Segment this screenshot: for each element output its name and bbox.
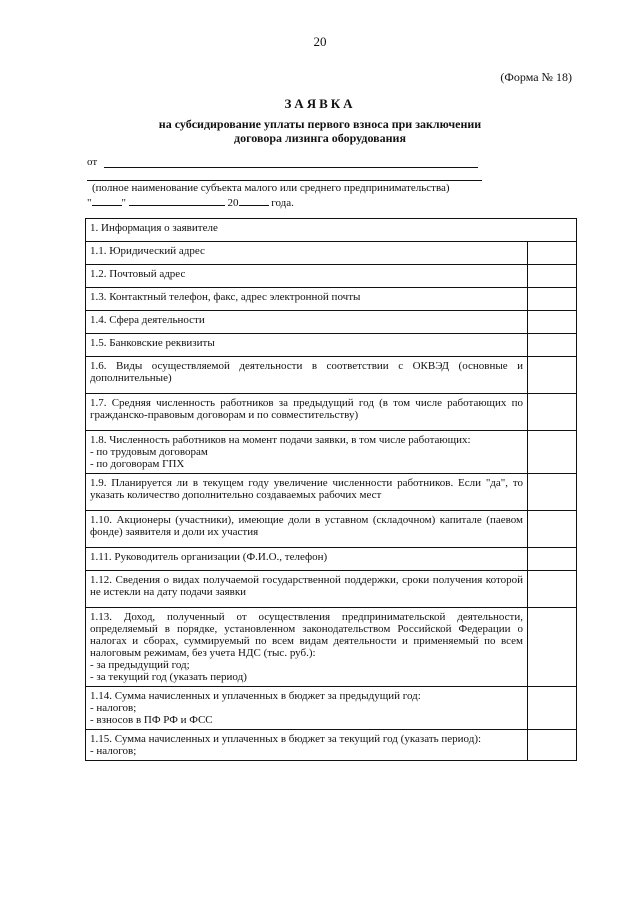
year-field[interactable]: [239, 196, 269, 206]
subtitle-line-1: на субсидирование уплаты первого взноса при заключении: [158, 117, 482, 131]
page-number: 20: [313, 34, 327, 49]
table-row: [86, 357, 577, 394]
row-value[interactable]: [528, 474, 577, 511]
applicant-name-field[interactable]: [104, 167, 478, 168]
row-value[interactable]: [528, 687, 577, 730]
row-value[interactable]: [528, 242, 577, 265]
row-value[interactable]: [528, 511, 577, 548]
table-row: [86, 288, 577, 311]
row-label: 1.4. Сфера деятельности: [86, 311, 528, 334]
table-row: [86, 730, 577, 761]
applicant-hint: (полное наименование субъекта малого или среднего предпринимательства): [92, 182, 450, 194]
row-label: 1.13. Доход, полученный от осуществления предпринимательской деятельности, определяемый в порядке, установленном законодательством Российской Федерации о налогах и сборах, суммируемый по всем видам деятельности и применяемый по всем налоговым режимам, без учета НДС (тыс. руб.): - за предыдущий год; - за текущий год (указать период): [86, 608, 528, 687]
table-row: [86, 474, 577, 511]
table-row: [86, 311, 577, 334]
form-number: (Форма № 18): [500, 70, 572, 84]
table-row: [86, 571, 577, 608]
year-prefix: 20: [227, 197, 239, 209]
table-row: [86, 265, 577, 288]
section-header: 1. Информация о заявителе: [86, 219, 577, 242]
row-value[interactable]: [528, 571, 577, 608]
row-value[interactable]: [528, 608, 577, 687]
subtitle-line-2: договора лизинга оборудования: [234, 131, 406, 145]
row-value[interactable]: [528, 357, 577, 394]
row-value[interactable]: [528, 548, 577, 571]
row-value[interactable]: [528, 334, 577, 357]
from-label: от: [87, 156, 98, 168]
row-label: 1.9. Планируется ли в текущем году увеличение численности работников. Если "да", то указать количество дополнительно создаваемых рабочих мест: [86, 474, 528, 511]
document-subtitle: [0, 117, 640, 145]
row-label: 1.5. Банковские реквизиты: [86, 334, 528, 357]
row-label: 1.7. Средняя численность работников за предыдущий год (в том числе работающих по гражданско-правовым договорам и по совместительству): [86, 394, 528, 431]
row-label: 1.3. Контактный телефон, факс, адрес электронной почты: [86, 288, 528, 311]
row-label: 1.8. Численность работников на момент подачи заявки, в том числе работающих: - по трудовым договорам - по договорам ГПХ: [86, 431, 528, 474]
row-label: 1.10. Акционеры (участники), имеющие доли в уставном (складочном) капитале (паевом фонде) заявителя и доли их участия: [86, 511, 528, 548]
day-field[interactable]: [92, 196, 122, 206]
table-row: [86, 242, 577, 265]
row-label: 1.12. Сведения о видах получаемой государственной поддержки, сроки получения которой не истекли на дату подачи заявки: [86, 571, 528, 608]
row-value[interactable]: [528, 730, 577, 761]
document-title: ЗАЯВКА: [284, 96, 356, 111]
date-quote-open: ": [87, 197, 92, 209]
month-field[interactable]: [129, 196, 225, 206]
row-label: 1.2. Почтовый адрес: [86, 265, 528, 288]
table-section-header: [86, 219, 577, 242]
table-row: [86, 511, 577, 548]
row-value[interactable]: [528, 265, 577, 288]
row-value[interactable]: [528, 288, 577, 311]
row-value[interactable]: [528, 311, 577, 334]
row-label: 1.15. Сумма начисленных и уплаченных в бюджет за текущий год (указать период): - налогов;: [86, 730, 528, 761]
row-label: 1.6. Виды осуществляемой деятельности в соответствии с ОКВЭД (основные и дополнительные): [86, 357, 528, 394]
table-row: [86, 608, 577, 687]
table-row: [86, 431, 577, 474]
applicant-name-field-2[interactable]: [87, 180, 482, 181]
table-row: [86, 394, 577, 431]
row-value[interactable]: [528, 431, 577, 474]
table-row: [86, 548, 577, 571]
table-row: [86, 334, 577, 357]
row-value[interactable]: [528, 394, 577, 431]
date-quote-close: ": [121, 197, 126, 209]
year-suffix: года.: [271, 197, 294, 209]
date-line: [87, 196, 294, 209]
row-label: 1.1. Юридический адрес: [86, 242, 528, 265]
applicant-info-table: [85, 218, 577, 761]
row-label: 1.11. Руководитель организации (Ф.И.О., телефон): [86, 548, 528, 571]
row-label: 1.14. Сумма начисленных и уплаченных в бюджет за предыдущий год: - налогов; - взносов в ПФ РФ и ФСС: [86, 687, 528, 730]
table-row: [86, 687, 577, 730]
